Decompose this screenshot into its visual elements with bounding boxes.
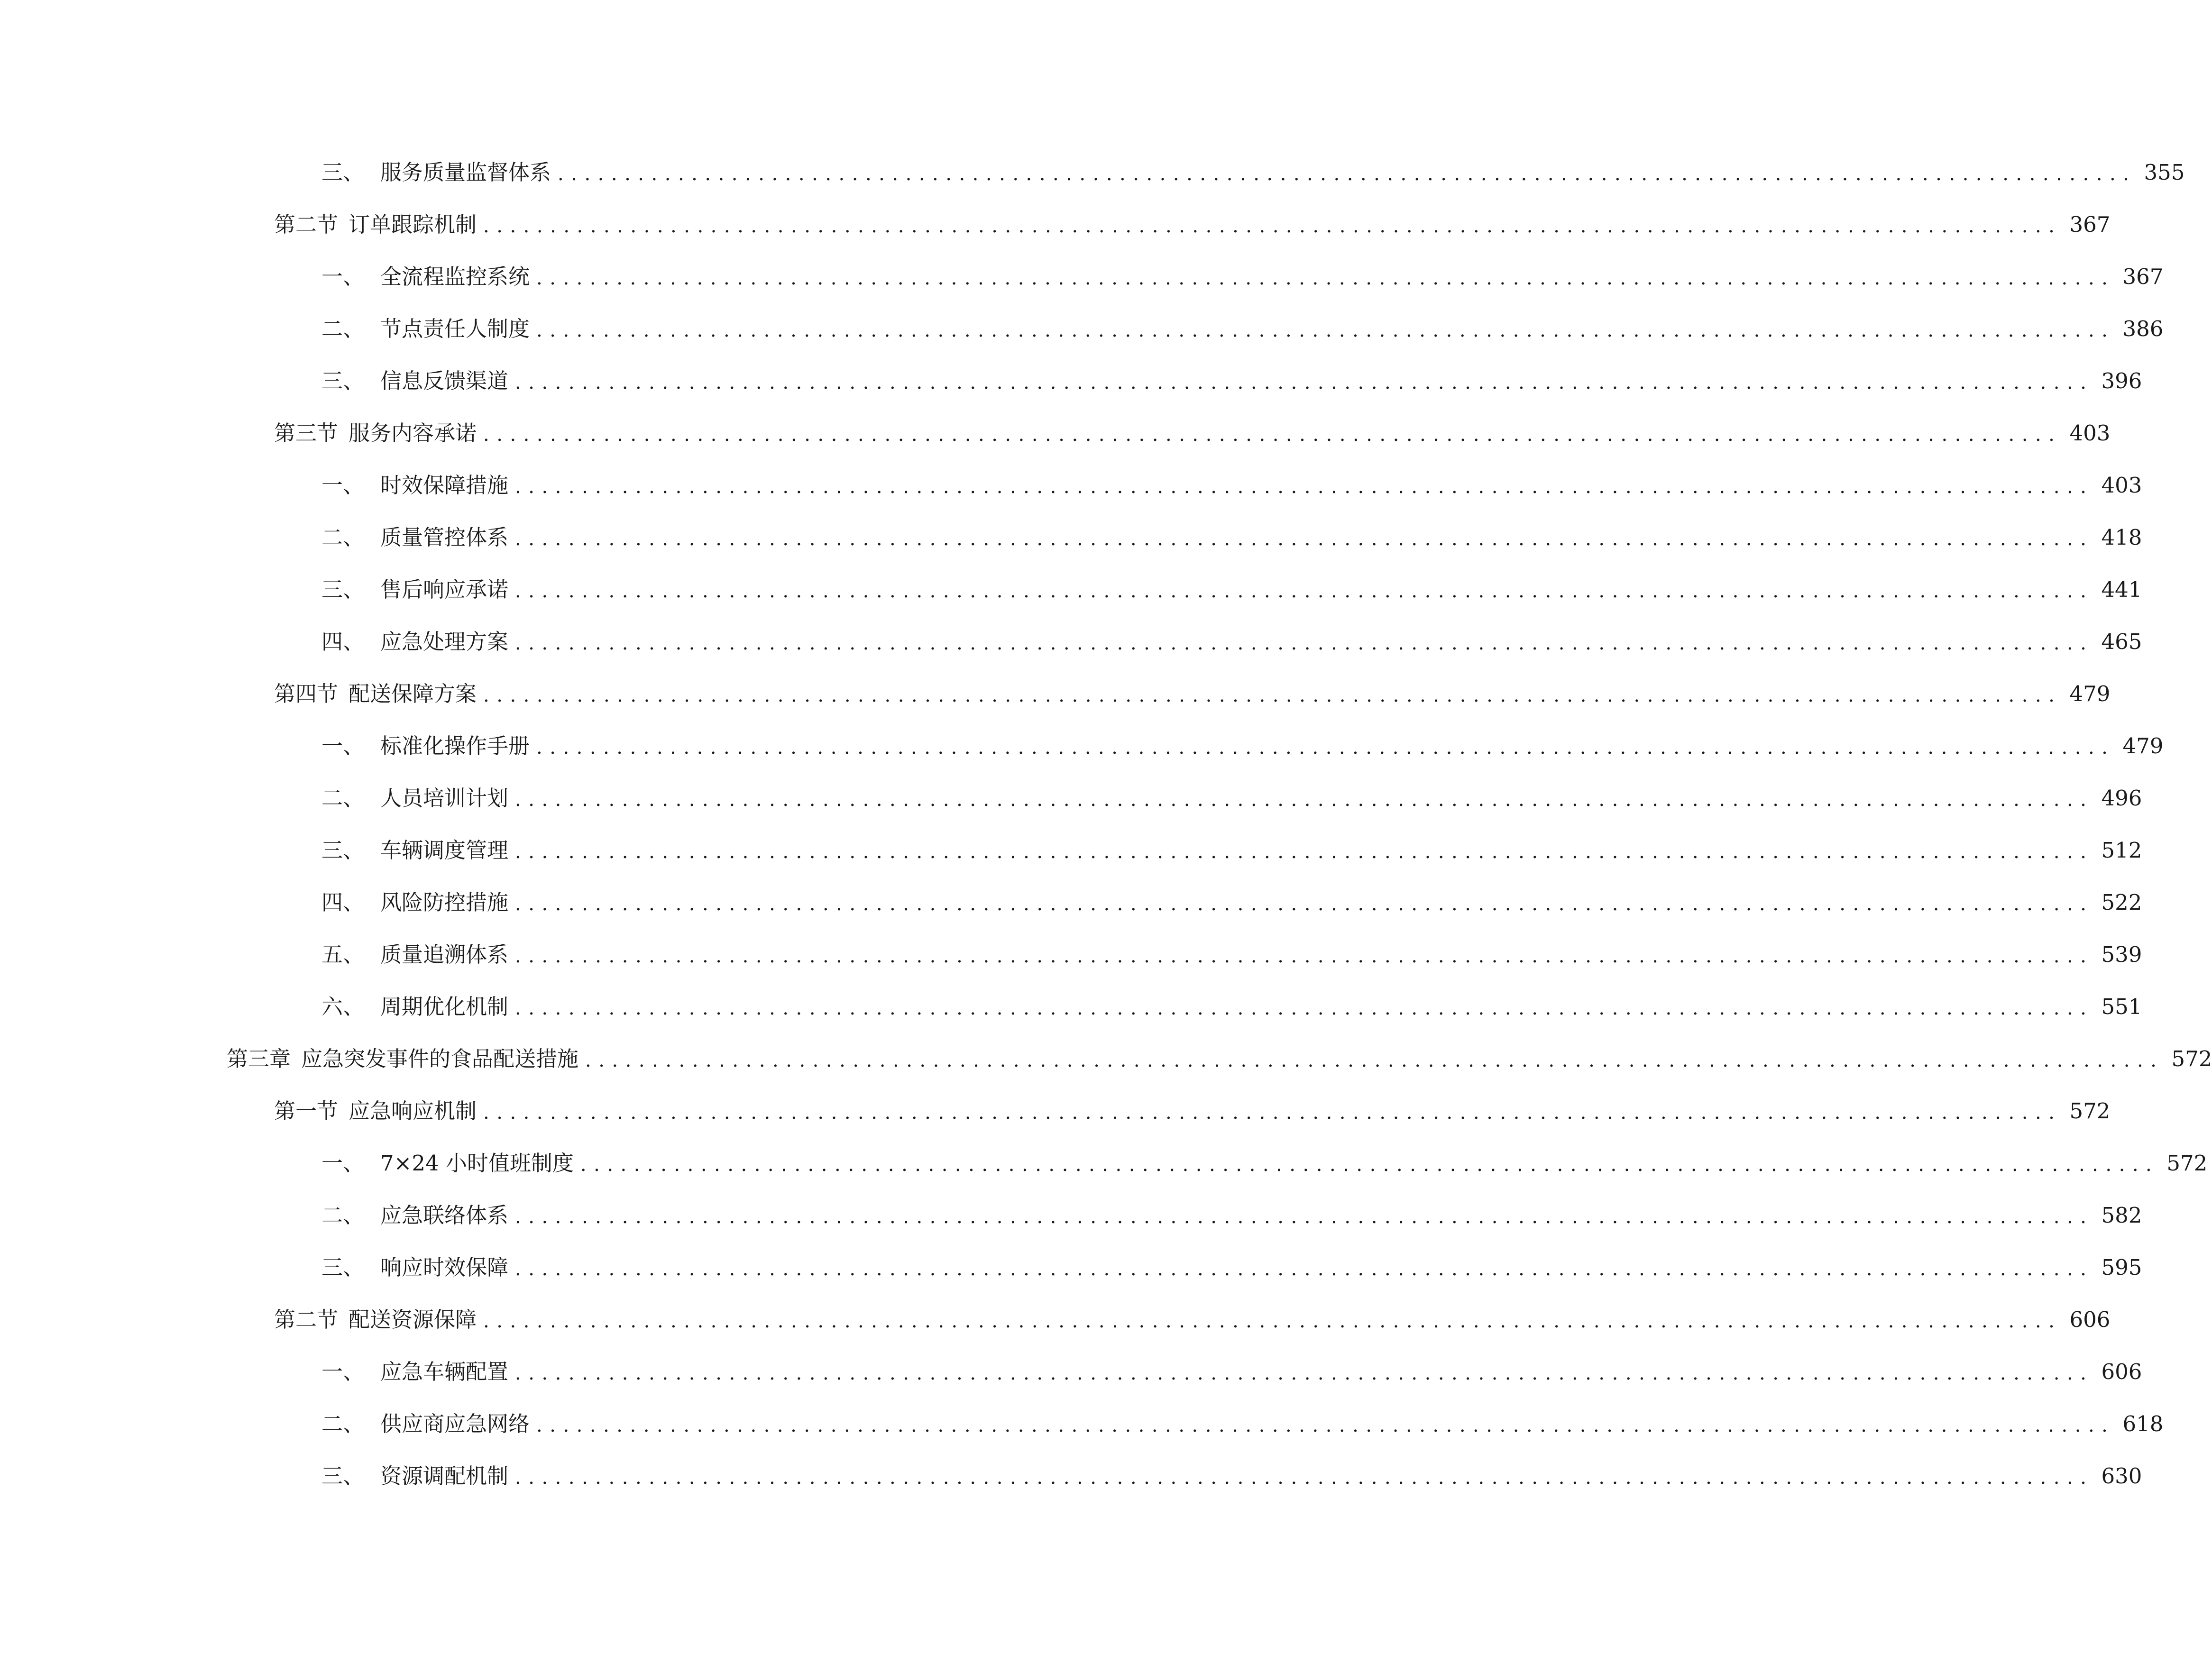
toc-entry-title: 质量追溯体系	[380, 941, 509, 967]
toc-entry-title: 全流程监控系统	[380, 264, 530, 289]
toc-entry-label	[321, 266, 530, 287]
toc-dot-leader: ......................................................................................................................	[483, 685, 2062, 706]
toc-entry-title: 订单跟踪机制	[349, 211, 477, 237]
toc-entry-label	[274, 683, 477, 704]
toc-entry-number: 二、	[321, 524, 365, 550]
toc-entry[interactable]	[0, 302, 2164, 355]
toc-entry-page: 522	[2101, 889, 2142, 915]
toc-dot-leader: ......................................................................................................................	[515, 1258, 2094, 1280]
toc-entry-label	[321, 524, 509, 550]
toc-entry-label	[321, 889, 509, 915]
toc-entry[interactable]	[0, 1085, 2111, 1137]
toc-entry-page: 496	[2101, 785, 2142, 811]
toc-dot-leader: ......................................................................................................................	[515, 789, 2094, 811]
toc-dot-leader: ......................................................................................................................	[515, 1362, 2094, 1384]
toc-entry-label	[227, 1048, 578, 1069]
toc-dot-leader: ......................................................................................................................	[483, 424, 2062, 446]
toc-entry-number: 一、	[321, 472, 365, 498]
toc-entry-number: 二、	[321, 1202, 365, 1228]
toc-dot-leader: ......................................................................................................................	[515, 372, 2094, 393]
toc-entry-page: 403	[2101, 472, 2142, 498]
toc-entry-title: 节点责任人制度	[380, 316, 530, 341]
toc-dot-leader: ......................................................................................................................	[536, 320, 2115, 341]
toc-entry-page: 606	[2069, 1307, 2111, 1332]
toc-dot-leader: ......................................................................................................................	[515, 632, 2094, 654]
toc-dot-leader: ......................................................................................................................	[515, 528, 2094, 550]
toc-entry-label	[321, 735, 530, 757]
toc-dot-leader: ......................................................................................................................	[483, 1102, 2062, 1124]
toc-dot-leader: ......................................................................................................................	[558, 163, 2137, 185]
toc-dot-leader: ......................................................................................................................	[585, 1050, 2164, 1071]
toc-entry[interactable]	[0, 511, 2142, 563]
toc-entry-number: 二、	[321, 785, 365, 811]
toc-dot-leader: ......................................................................................................................	[515, 1467, 2094, 1489]
toc-dot-leader: ......................................................................................................................	[536, 267, 2115, 289]
toc-entry-title: 车辆调度管理	[380, 837, 509, 863]
toc-entry-title: 风险防控措施	[380, 889, 509, 915]
toc-entry[interactable]	[0, 928, 2142, 980]
toc-entry[interactable]	[0, 667, 2111, 720]
toc-entry-page: 479	[2069, 681, 2111, 706]
toc-entry-page: 355	[2144, 159, 2185, 185]
toc-entry-title: 服务质量监督体系	[380, 159, 551, 185]
toc-entry-label	[274, 1309, 477, 1330]
toc-entry-label	[321, 318, 530, 339]
toc-entry-page: 512	[2101, 837, 2142, 863]
toc-entry-title: 配送资源保障	[349, 1307, 477, 1332]
toc-entry-number: 三、	[321, 1254, 365, 1280]
toc-entry-page: 418	[2101, 524, 2142, 550]
toc-entry-title: 人员培训计划	[380, 785, 509, 811]
toc-dot-leader: ......................................................................................................................	[515, 893, 2094, 915]
toc-dot-leader: ......................................................................................................................	[580, 1154, 2159, 1176]
toc-entry-page: 465	[2101, 629, 2142, 654]
toc-entry-page: 539	[2101, 941, 2142, 967]
toc-entry-title: 服务内容承诺	[349, 420, 477, 446]
toc-entry-page: 386	[2122, 316, 2164, 341]
toc-entry[interactable]	[0, 720, 2164, 772]
toc-entry-title: 标准化操作手册	[380, 733, 530, 758]
toc-entry-label	[321, 941, 509, 967]
toc-entry-page: 441	[2101, 576, 2142, 602]
toc-entry-number: 三、	[321, 1463, 365, 1489]
toc-entry-number: 五、	[321, 941, 365, 967]
toc-entry-page: 582	[2101, 1202, 2142, 1228]
toc-entry-title: 周期优化机制	[380, 994, 509, 1019]
toc-entry[interactable]	[0, 407, 2111, 459]
toc-entry-number: 第一节	[274, 1098, 339, 1124]
toc-entry-page: 595	[2101, 1254, 2142, 1280]
toc-entry-label	[274, 211, 477, 237]
toc-entry-title: 时效保障措施	[380, 472, 509, 498]
toc-entry[interactable]	[0, 1137, 2208, 1189]
toc-entry-page: 572	[2069, 1098, 2111, 1124]
toc-entry[interactable]	[0, 198, 2111, 250]
toc-entry-label	[321, 837, 509, 863]
toc-dot-leader: ......................................................................................................................	[515, 841, 2094, 863]
table-of-contents	[0, 146, 2212, 1502]
toc-entry-label	[321, 787, 508, 809]
toc-entry-label	[321, 1202, 509, 1228]
toc-entry[interactable]	[0, 615, 2142, 667]
toc-entry-label	[321, 370, 508, 392]
toc-entry-title: 7×24 小时值班制度	[380, 1150, 574, 1176]
toc-entry-number: 第二节	[274, 211, 339, 237]
toc-entry-number: 四、	[321, 889, 365, 915]
toc-dot-leader: ......................................................................................................................	[515, 476, 2094, 498]
toc-entry-label	[321, 576, 509, 602]
toc-entry-number: 一、	[321, 264, 365, 289]
toc-entry-label	[321, 1361, 508, 1382]
toc-dot-leader: ......................................................................................................................	[536, 737, 2115, 758]
toc-entry-number: 一、	[321, 1359, 365, 1384]
toc-entry-page: 403	[2069, 420, 2111, 446]
toc-dot-leader: ......................................................................................................................	[515, 945, 2094, 967]
toc-entry-number: 第三节	[274, 420, 339, 446]
toc-entry[interactable]	[0, 459, 2142, 511]
toc-entry[interactable]	[0, 250, 2164, 302]
toc-entry[interactable]	[0, 146, 2185, 198]
toc-entry[interactable]	[0, 824, 2142, 876]
toc-dot-leader: ......................................................................................................................	[483, 1310, 2062, 1332]
toc-entry-number: 三、	[321, 837, 365, 863]
toc-entry-page: 618	[2122, 1411, 2164, 1436]
toc-entry[interactable]	[0, 1450, 2142, 1502]
toc-entry-page: 572	[2166, 1150, 2208, 1176]
toc-entry[interactable]	[0, 876, 2142, 928]
toc-dot-leader: ......................................................................................................................	[536, 1415, 2115, 1436]
toc-entry-title: 应急处理方案	[380, 629, 509, 654]
toc-entry-title: 配送保障方案	[349, 681, 477, 706]
toc-entry-title: 响应时效保障	[380, 1254, 509, 1280]
toc-entry-page: 551	[2101, 994, 2142, 1019]
toc-entry-label	[321, 1465, 508, 1487]
toc-entry-number: 一、	[321, 1150, 365, 1176]
toc-dot-leader: ......................................................................................................................	[515, 1206, 2094, 1228]
toc-entry-title: 供应商应急网络	[380, 1411, 530, 1436]
toc-entry-page: 367	[2122, 264, 2164, 289]
toc-entry-title: 售后响应承诺	[380, 576, 509, 602]
toc-dot-leader: ......................................................................................................................	[483, 215, 2062, 237]
toc-entry-number: 二、	[321, 316, 365, 341]
toc-entry-number: 第二节	[274, 1307, 339, 1332]
toc-entry-number: 三、	[321, 576, 365, 602]
toc-entry-title: 信息反馈渠道	[380, 368, 509, 393]
toc-entry-label	[321, 1413, 530, 1435]
toc-entry[interactable]	[0, 1033, 2212, 1085]
toc-entry-page: 396	[2101, 368, 2142, 393]
toc-entry-number: 六、	[321, 994, 365, 1019]
toc-entry-number: 二、	[321, 1411, 365, 1436]
toc-entry-number: 第四节	[274, 681, 339, 706]
toc-entry[interactable]	[0, 1189, 2142, 1241]
toc-entry[interactable]	[0, 1241, 2142, 1293]
toc-entry[interactable]	[0, 1398, 2164, 1450]
toc-entry-title: 应急联络体系	[380, 1202, 509, 1228]
toc-entry-page: 479	[2122, 733, 2164, 758]
toc-entry-title: 应急突发事件的食品配送措施	[301, 1046, 579, 1071]
toc-entry-label	[274, 422, 477, 444]
toc-entry-label	[321, 631, 508, 652]
toc-entry-title: 应急响应机制	[349, 1098, 477, 1124]
toc-entry-title: 应急车辆配置	[380, 1359, 509, 1384]
toc-entry[interactable]	[0, 772, 2142, 824]
toc-entry-number: 三、	[321, 368, 365, 393]
toc-entry-page: 367	[2069, 211, 2111, 237]
toc-entry[interactable]	[0, 980, 2142, 1033]
toc-entry-number: 第三章	[227, 1046, 291, 1071]
toc-entry[interactable]	[0, 1293, 2111, 1345]
toc-entry-title: 质量管控体系	[380, 524, 509, 550]
toc-entry-label	[321, 996, 508, 1017]
toc-dot-leader: ......................................................................................................................	[515, 997, 2094, 1019]
toc-entry-number: 一、	[321, 733, 365, 758]
toc-entry-title: 资源调配机制	[380, 1463, 509, 1489]
toc-entry-label	[321, 1152, 574, 1174]
toc-entry-label	[321, 472, 509, 498]
toc-entry-label	[274, 1100, 477, 1122]
toc-entry-page: 630	[2101, 1463, 2142, 1489]
toc-entry[interactable]	[0, 355, 2142, 407]
toc-entry-label	[321, 159, 551, 185]
toc-entry-number: 三、	[321, 159, 365, 185]
toc-entry-label	[321, 1254, 509, 1280]
toc-entry[interactable]	[0, 563, 2142, 615]
toc-dot-leader: ......................................................................................................................	[515, 580, 2094, 602]
toc-entry-page: 606	[2101, 1359, 2142, 1384]
toc-entry-page: 572	[2171, 1046, 2212, 1071]
toc-entry[interactable]	[0, 1345, 2142, 1398]
toc-entry-number: 四、	[321, 629, 365, 654]
